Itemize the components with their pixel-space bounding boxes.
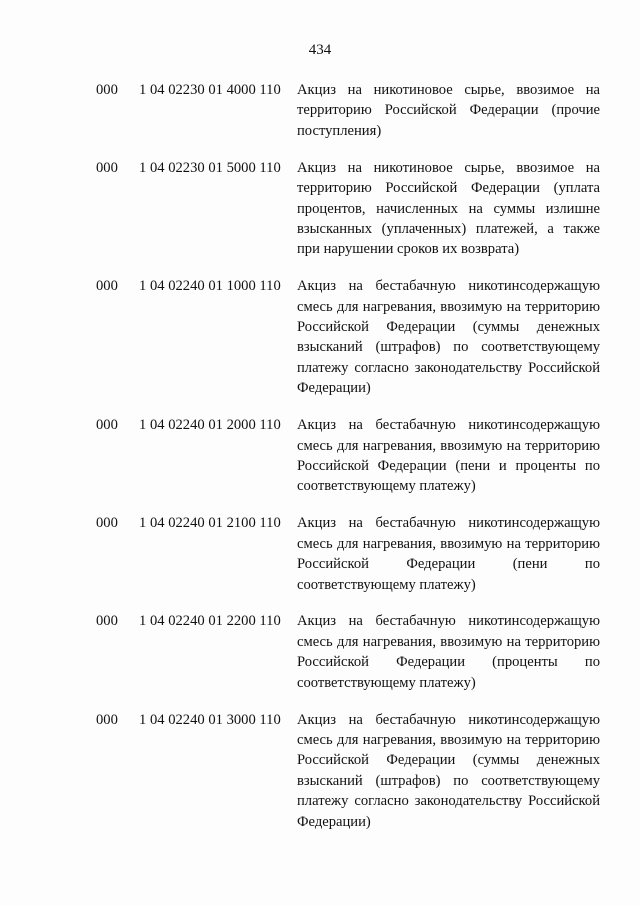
table-row xyxy=(96,710,601,832)
budget-classification-code: 1 04 02240 01 2000 110 xyxy=(139,417,281,434)
revenue-description: Акциз на бестабачную никотинсодержащую смесь для нагревания, ввозимую на территорию Российской Федерации (суммы денежных взысканий (штрафов) по соответствующему платежу согласно законодательству Российской Федерации) xyxy=(297,278,600,397)
table-row xyxy=(96,80,601,141)
admin-code: 000 xyxy=(96,278,118,295)
admin-code: 000 xyxy=(96,417,118,434)
admin-code: 000 xyxy=(96,82,118,98)
budget-classification-code: 1 04 02230 01 5000 110 xyxy=(139,159,281,176)
budget-classification-code: 1 04 02240 01 2200 110 xyxy=(139,613,281,630)
budget-classification-code: 1 04 02240 01 1000 110 xyxy=(139,278,281,295)
admin-code: 000 xyxy=(96,515,118,532)
table-row xyxy=(96,611,601,693)
admin-code: 000 xyxy=(96,711,118,728)
table-row xyxy=(96,158,601,260)
budget-classification-code: 1 04 02240 01 2100 110 xyxy=(139,515,281,532)
revenue-description: Акциз на бестабачную никотинсодержащую смесь для нагревания, ввозимую на территорию Российской Федерации (пени по соответствующему платежу) xyxy=(297,515,600,593)
table-row xyxy=(96,415,601,497)
revenue-description: Акциз на бестабачную никотинсодержащую смесь для нагревания, ввозимую на территорию Российской Федерации (суммы денежных взысканий (штрафов) по соответствующему платежу согласно законодательству Российской Федерации) xyxy=(297,711,600,830)
page-number: 434 xyxy=(308,42,332,58)
budget-classification-code: 1 04 02240 01 3000 110 xyxy=(139,711,281,728)
admin-code: 000 xyxy=(96,613,118,630)
kbk-table xyxy=(96,80,601,849)
table-row xyxy=(96,276,601,398)
revenue-description: Акциз на бестабачную никотинсодержащую смесь для нагревания, ввозимую на территорию Российской Федерации (пени и проценты по соответствующему платежу) xyxy=(297,417,600,495)
revenue-description: Акциз на бестабачную никотинсодержащую смесь для нагревания, ввозимую на территорию Российской Федерации (проценты по соответствующему платежу) xyxy=(297,613,600,691)
revenue-description: Акциз на никотиновое сырье, ввозимое на территорию Российской Федерации (уплата процентов, начисленных на суммы излишне взысканных (уплаченных) платежей, а также при нарушении сроков их возврата) xyxy=(297,159,600,258)
table-row xyxy=(96,513,601,595)
revenue-description: Акциз на никотиновое сырье, ввозимое на территорию Российской Федерации (прочие поступления) xyxy=(297,82,600,139)
budget-classification-code: 1 04 02230 01 4000 110 xyxy=(139,82,281,98)
admin-code: 000 xyxy=(96,159,118,176)
